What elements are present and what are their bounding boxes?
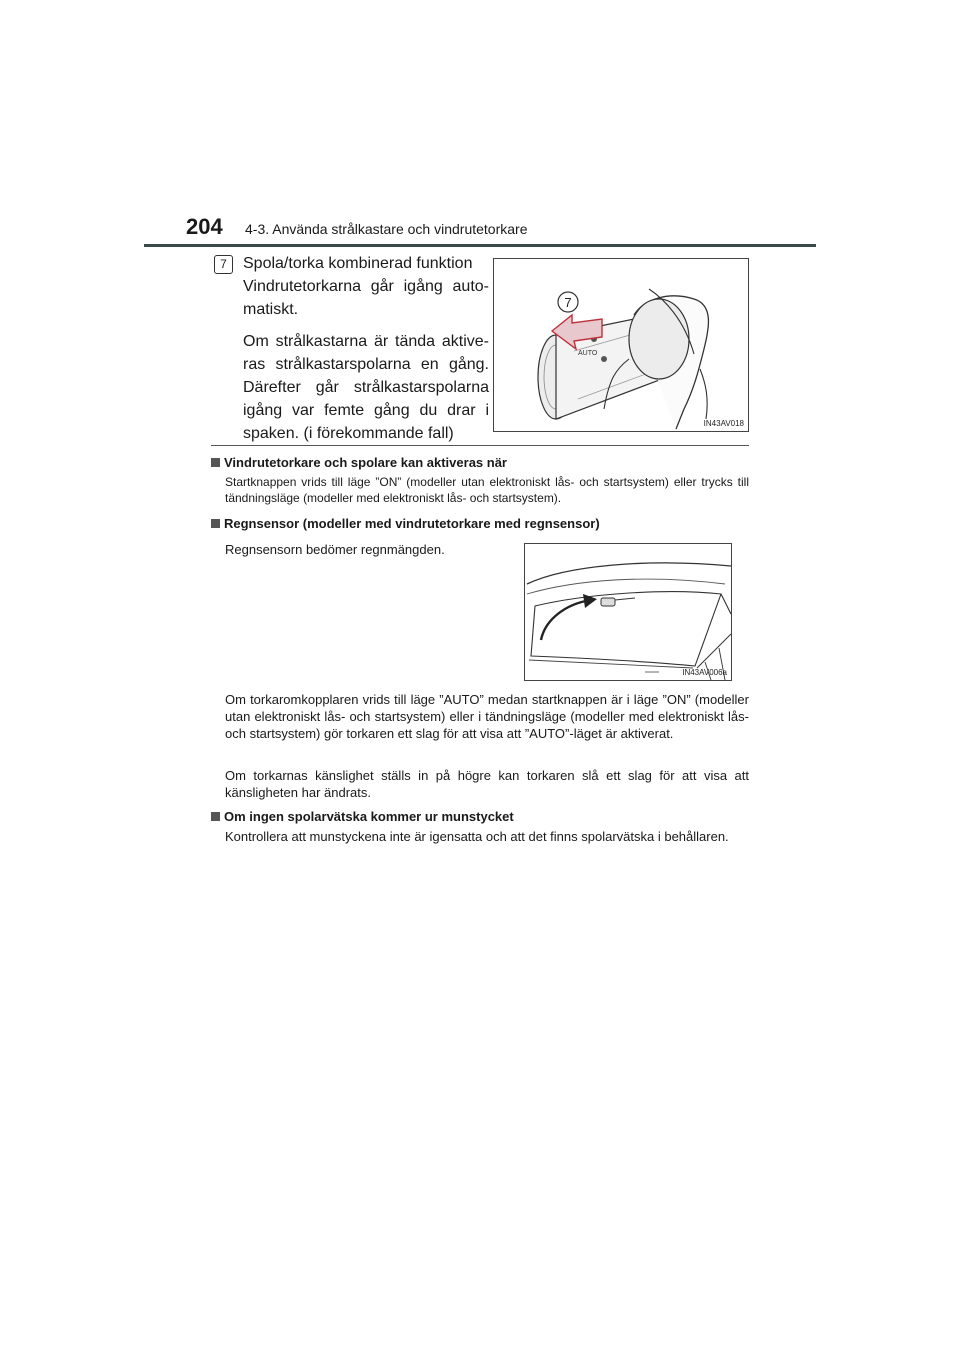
rain-sensor-paragraph-2: Om torkarnas känslighet ställs in på högre kan torkaren slå ett slag för att visa att känsligheten har ändrats. bbox=[225, 768, 749, 800]
bullet-square-icon bbox=[211, 519, 220, 528]
rain-sensor-intro: Regnsensorn bedömer regnmängden. bbox=[225, 542, 445, 557]
rain-sensor-heading-text: Regnsensor (modeller med vindrutetorkare med regnsensor) bbox=[224, 516, 600, 531]
item-7-title: Spola/torka kombinerad funktion bbox=[243, 255, 473, 272]
item-number-badge: 7 bbox=[214, 255, 233, 274]
header-rule bbox=[144, 244, 816, 247]
windshield-drawing bbox=[525, 544, 731, 680]
activation-heading bbox=[211, 455, 507, 470]
rain-sensor-illustration bbox=[524, 543, 732, 681]
wiper-lever-drawing bbox=[494, 259, 748, 431]
figure-callout-number: 7 bbox=[564, 295, 572, 310]
item-7-body: Vindrutetorkarna går igång auto-matiskt. bbox=[243, 278, 489, 318]
wiper-lever-illustration bbox=[493, 258, 749, 432]
rain-sensor-heading bbox=[211, 516, 600, 531]
item-7-description: Om strålkastarna är tända aktive-ras strålkastarspolarna en gång. Därefter går strålkastarspolarna igång var femte gång du drar i spaken. (i förekommande fall) bbox=[243, 333, 489, 442]
section-separator bbox=[211, 445, 749, 446]
figure-code: IN43AV006a bbox=[682, 668, 727, 677]
page-number: 204 bbox=[186, 214, 223, 239]
bullet-square-icon bbox=[211, 812, 220, 821]
item-7-text bbox=[243, 252, 489, 445]
svg-text:AUTO: AUTO bbox=[578, 350, 598, 357]
section-title: 4-3. Använda strålkastare och vindrutetorkare bbox=[245, 221, 528, 237]
activation-text: Startknappen vrids till läge ”ON” (modeller utan elektroniskt lås- och startsystem) eller trycks till tändningsläge (modeller med elektroniskt lås- och startsystem). bbox=[225, 475, 749, 505]
no-fluid-heading bbox=[211, 809, 514, 824]
bullet-square-icon bbox=[211, 458, 220, 467]
activation-heading-text: Vindrutetorkare och spolare kan aktiveras när bbox=[224, 455, 507, 470]
no-fluid-heading-text: Om ingen spolarvätska kommer ur munstycket bbox=[224, 809, 514, 824]
figure-code: IN43AV018 bbox=[703, 419, 744, 428]
no-fluid-text: Kontrollera att munstyckena inte är igensatta och att det finns spolarvätska i behållaren. bbox=[225, 829, 729, 844]
rain-sensor-paragraph-1: Om torkaromkopplaren vrids till läge ”AUTO” medan startknappen är i läge ”ON” (modeller utan elektroniskt lås- och startsystem) eller i tändningsläge (modeller med elektroniskt lås- och startsystem) gör torkaren ett slag för att visa att ”AUTO”-läget är aktiverat. bbox=[225, 692, 749, 741]
